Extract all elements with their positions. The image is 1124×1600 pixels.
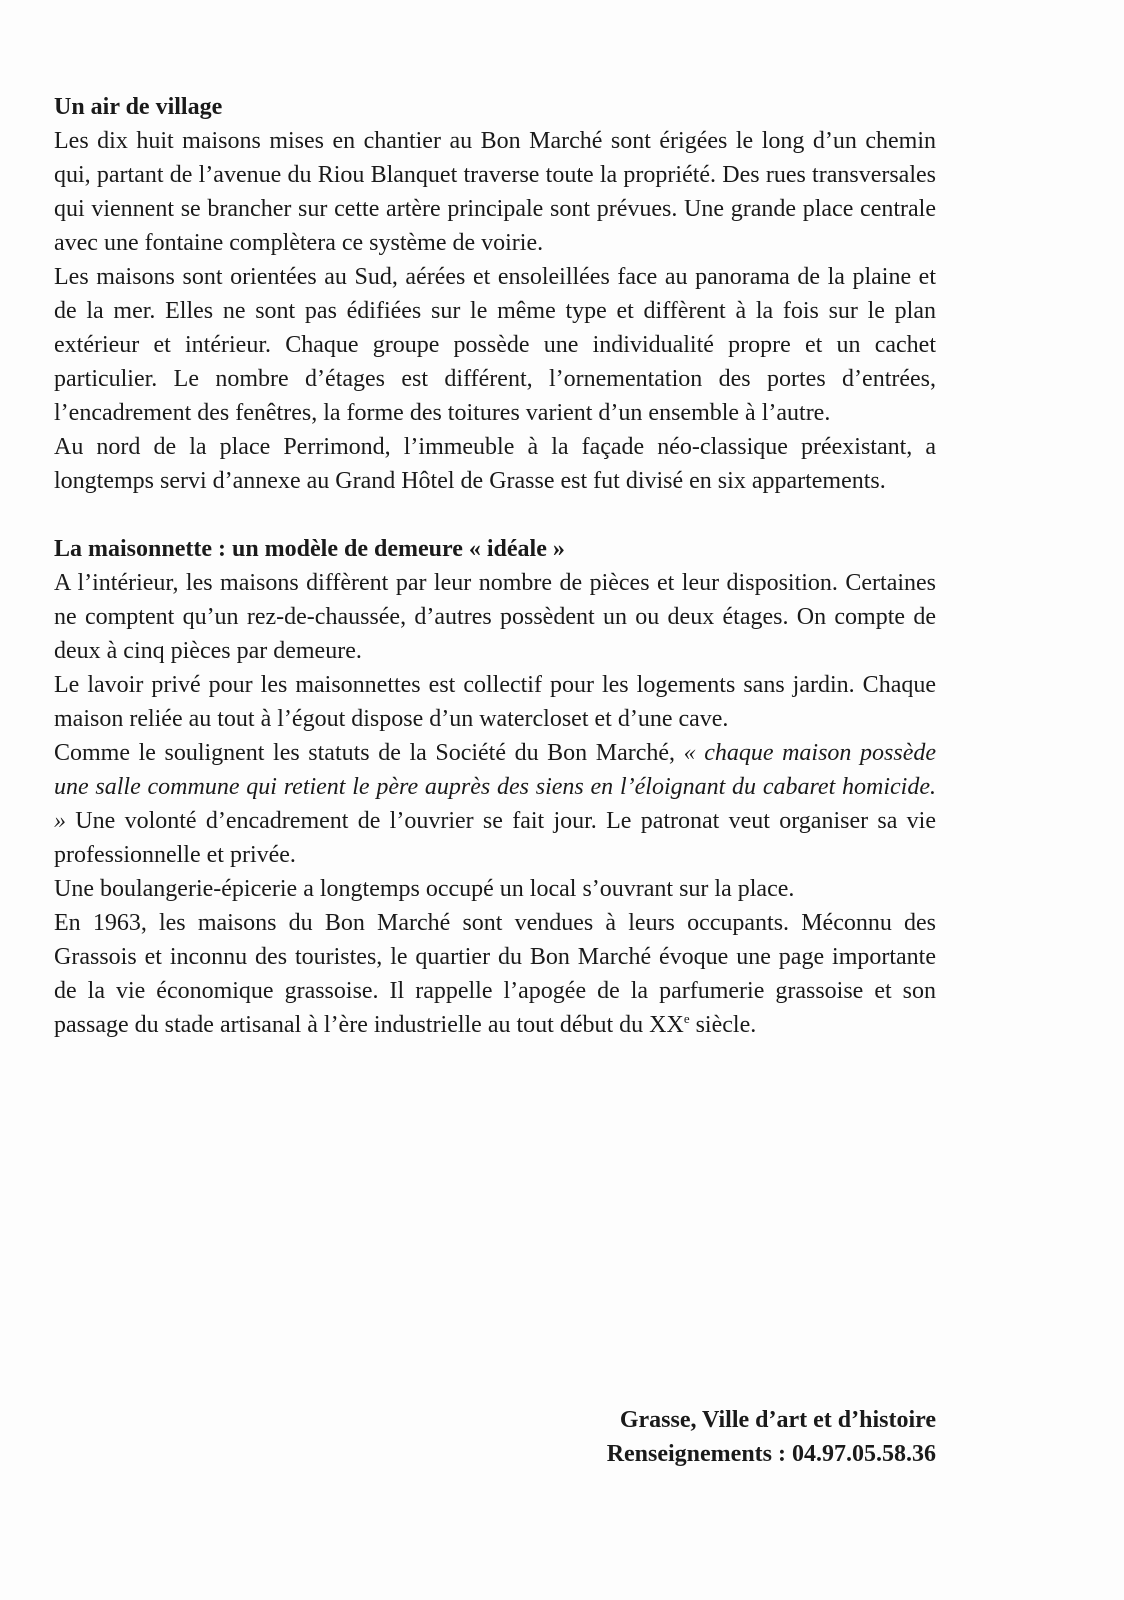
document-body	[54, 90, 936, 1042]
section-spacer	[54, 498, 936, 532]
footer-contact	[607, 1403, 936, 1471]
paragraph: Les maisons sont orientées au Sud, aérées et ensoleillées face au panorama de la plaine et de la mer. Elles ne sont pas édifiées sur le même type et diffèrent à la fois sur le plan extérieur et intérieur. Chaque groupe possède une individualité propre et un cachet particulier. Le nombre d’étages est différent, l’ornementation des portes d’entrées, l’encadrement des fenêtres, la forme des toitures varient d’un ensemble à l’autre.	[54, 264, 936, 426]
century-superscript: e	[683, 1011, 690, 1026]
quote-lead: Comme le soulignent les statuts de la Société du Bon Marché,	[54, 740, 684, 766]
footer-phone: Renseignements : 04.97.05.58.36	[606, 1441, 936, 1467]
section-title-village: Un air de village	[54, 94, 223, 120]
quote-tail: Une volonté d’encadrement de l’ouvrier se fait jour. Le patronat veut organiser sa vie professionnelle et privée.	[54, 808, 936, 868]
closing-paragraph	[54, 906, 936, 1042]
paragraph: Le lavoir privé pour les maisonnettes est collectif pour les logements sans jardin. Chaque maison reliée au tout à l’égout dispose d’un watercloset et d’une cave.	[54, 672, 936, 732]
paragraph: Les dix huit maisons mises en chantier au Bon Marché sont érigées le long d’un chemin qui, partant de l’avenue du Riou Blanquet traverse toute la propriété. Des rues transversales qui viennent se brancher sur cette artère principale sont prévues. Une grande place centrale avec une fontaine complètera ce système de voirie.	[54, 128, 936, 256]
italic-quote: « chaque maison possède une salle commune qui retient le père auprès des siens en l’éloignant du cabaret homicide. »	[54, 740, 936, 834]
closing-after: siècle.	[689, 1012, 757, 1038]
section-title-maisonnette: La maisonnette : un modèle de demeure « idéale »	[54, 536, 565, 562]
paragraph: Au nord de la place Perrimond, l’immeuble à la façade néo-classique préexistant, a longtemps servi d’annexe au Grand Hôtel de Grasse est fut divisé en six appartements.	[54, 434, 936, 494]
paragraph: Une boulangerie-épicerie a longtemps occupé un local s’ouvrant sur la place.	[54, 876, 795, 902]
paragraph-with-quote	[54, 736, 936, 872]
closing-text: En 1963, les maisons du Bon Marché sont vendues à leurs occupants. Méconnu des Grassois et inconnu des touristes, le quartier du Bon Marché évoque une page importante de la vie économique grassoise. Il rappelle l’apogée de la parfumerie grassoise et son passage du stade artisanal à l’ère industrielle au tout début du XX	[54, 910, 936, 1038]
footer-city-label: Grasse, Ville d’art et d’histoire	[619, 1407, 936, 1433]
paragraph: A l’intérieur, les maisons diffèrent par leur nombre de pièces et leur disposition. Certaines ne comptent qu’un rez-de-chaussée, d’autres possèdent un ou deux étages. On compte de deux à cinq pièces par demeure.	[54, 570, 936, 664]
